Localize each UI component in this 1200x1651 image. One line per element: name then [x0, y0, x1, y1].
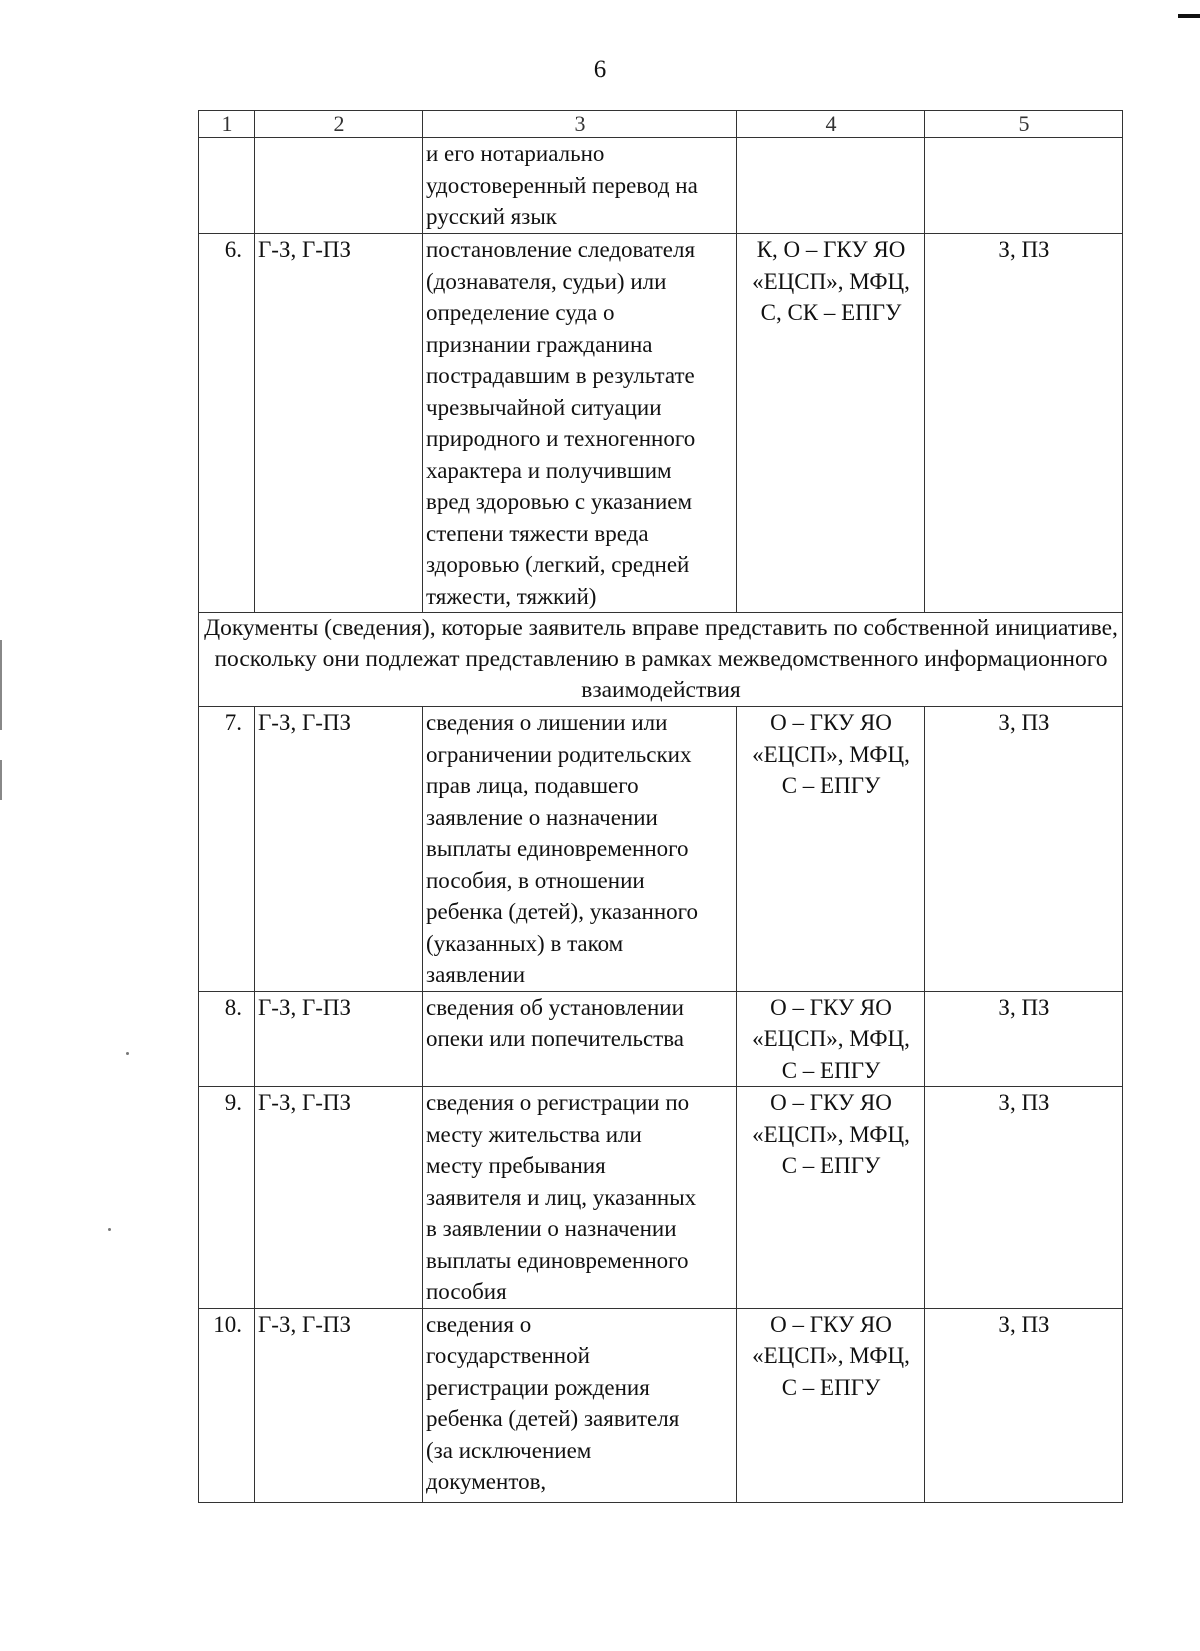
- cell-source: К, О – ГКУ ЯО «ЕЦСП», МФЦ, С, СК – ЕПГУ: [737, 234, 925, 613]
- scan-speck: [126, 1052, 129, 1055]
- cell-source: О – ГКУ ЯО «ЕЦСП», МФЦ, С – ЕПГУ: [737, 707, 925, 992]
- cell-source: О – ГКУ ЯО «ЕЦСП», МФЦ, С – ЕПГУ: [737, 1308, 925, 1502]
- cell-requester: З, ПЗ: [925, 991, 1123, 1087]
- cell-category: Г-З, Г-ПЗ: [255, 707, 423, 992]
- cell-document: сведения об установлении опеки или попечительства: [423, 991, 737, 1087]
- cell-source: О – ГКУ ЯО «ЕЦСП», МФЦ, С – ЕПГУ: [737, 991, 925, 1087]
- scan-margin-mark: [0, 760, 2, 800]
- header-cell: 4: [737, 111, 925, 138]
- header-cell: 1: [199, 111, 255, 138]
- scan-margin-mark: [0, 640, 2, 730]
- table-row: [199, 1087, 1123, 1309]
- cell-category: Г-З, Г-ПЗ: [255, 1087, 423, 1309]
- cell-document: сведения о лишении или ограничении родительских прав лица, подавшего заявление о назначении выплаты единовременного пособия, в отношении ребенка (детей), указанного (указанных) в таком заявлении: [423, 707, 737, 992]
- table-row: [199, 991, 1123, 1087]
- table-header-row: [199, 111, 1123, 138]
- cell-document: постановление следователя (дознавателя, судьи) или определение суда о признании гражданина пострадавшим в результате чрезвычайной ситуации природного и техногенного характера и получившим вред здоровью с указанием степени тяжести вреда здоровью (легкий, средней тяжести, тяжкий): [423, 234, 737, 613]
- cell-requester: З, ПЗ: [925, 707, 1123, 992]
- table-row: [199, 707, 1123, 992]
- cell-category: Г-З, Г-ПЗ: [255, 234, 423, 613]
- scan-corner-mark: [1178, 14, 1200, 18]
- section-title: Документы (сведения), которые заявитель вправе представить по собственной инициативе, поскольку они подлежат представлению в рамках межведомственного информационного взаимодействия: [199, 613, 1123, 707]
- cell-requester: З, ПЗ: [925, 1308, 1123, 1502]
- scan-speck: [108, 1228, 111, 1231]
- page-number: 6: [593, 56, 607, 83]
- section-row: [199, 613, 1123, 707]
- header-cell: 2: [255, 111, 423, 138]
- cell-document: сведения о регистрации по месту жительства или месту пребывания заявителя и лиц, указанных в заявлении о назначении выплаты единовременного пособия: [423, 1087, 737, 1309]
- cell-requester: З, ПЗ: [925, 234, 1123, 613]
- cell-num: 9.: [199, 1087, 255, 1309]
- cell-source: О – ГКУ ЯО «ЕЦСП», МФЦ, С – ЕПГУ: [737, 1087, 925, 1309]
- cell-source: [737, 138, 925, 234]
- cell-num: 7.: [199, 707, 255, 992]
- cell-num: 10.: [199, 1308, 255, 1502]
- documents-table: [198, 110, 1123, 1503]
- cell-category: Г-З, Г-ПЗ: [255, 1308, 423, 1502]
- cell-num: 8.: [199, 991, 255, 1087]
- cell-requester: [925, 138, 1123, 234]
- cell-num: 6.: [199, 234, 255, 613]
- cell-document: сведения о государственной регистрации рождения ребенка (детей) заявителя (за исключением документов,: [423, 1308, 737, 1502]
- table-row: [199, 234, 1123, 613]
- header-cell: 3: [423, 111, 737, 138]
- cell-num: [199, 138, 255, 234]
- cell-category: [255, 138, 423, 234]
- header-cell: 5: [925, 111, 1123, 138]
- cell-category: Г-З, Г-ПЗ: [255, 991, 423, 1087]
- cell-document: и его нотариально удостоверенный перевод на русский язык: [423, 138, 737, 234]
- table-row: [199, 1308, 1123, 1502]
- table-row-continuation: [199, 138, 1123, 234]
- cell-requester: З, ПЗ: [925, 1087, 1123, 1309]
